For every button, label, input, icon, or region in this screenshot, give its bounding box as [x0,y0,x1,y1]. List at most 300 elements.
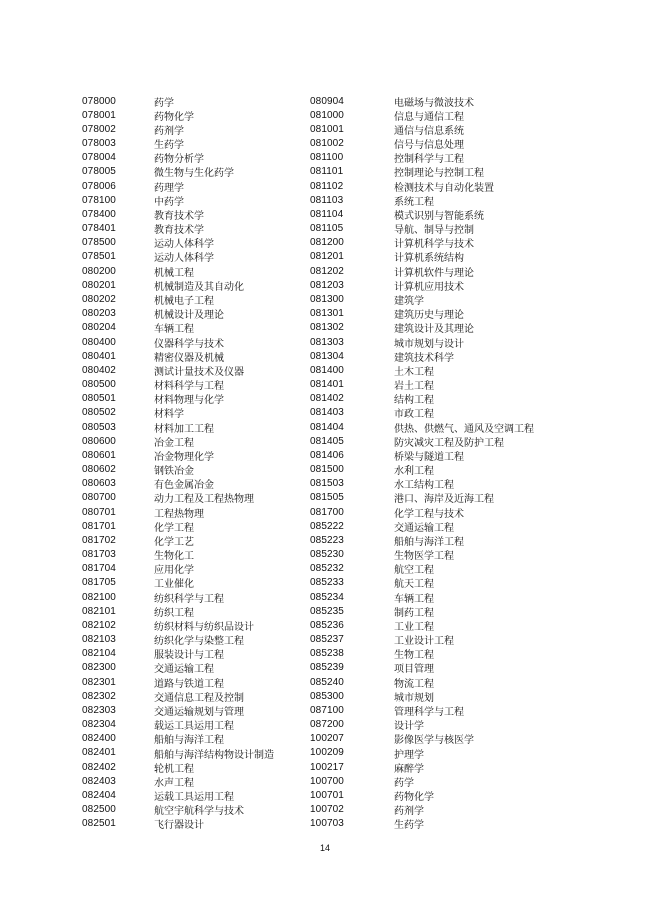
discipline-name: 轮机工程 [154,763,194,775]
discipline-code: 082501 [82,818,116,830]
discipline-code: 085300 [310,690,344,702]
list-item [310,122,570,136]
discipline-code: 080600 [82,435,116,447]
discipline-name: 信息与通信工程 [394,111,464,123]
discipline-name: 计算机科学与技术 [394,239,474,251]
list-item [310,420,570,434]
discipline-name: 应用化学 [154,565,194,577]
discipline-name: 药学 [154,97,174,109]
list-item [82,732,292,746]
discipline-name: 中药学 [154,196,184,208]
list-item [82,760,292,774]
list-item [82,448,292,462]
discipline-name: 机械制造及其自动化 [154,281,244,293]
discipline-name: 防灾减灾工程及防护工程 [394,437,504,449]
discipline-code: 080700 [82,492,116,504]
discipline-code: 082500 [82,804,116,816]
list-item [82,349,292,363]
list-item [82,137,292,151]
discipline-name: 计算机软件与理论 [394,267,474,279]
discipline-name: 设计学 [394,721,424,733]
discipline-code: 080501 [82,393,116,405]
discipline-name: 通信与信息系统 [394,125,464,137]
discipline-name: 教育技术学 [154,225,204,237]
discipline-code: 081300 [310,293,344,305]
discipline-name: 物流工程 [394,678,434,690]
discipline-code: 082402 [82,761,116,773]
discipline-code: 078003 [82,138,116,150]
list-item [310,406,570,420]
list-item [310,633,570,647]
list-item [310,335,570,349]
list-item [310,817,570,831]
discipline-name: 纺织化学与染整工程 [154,636,244,648]
discipline-name: 市政工程 [394,409,434,421]
discipline-name: 运动人体科学 [154,239,214,251]
list-item [310,250,570,264]
discipline-code: 080602 [82,464,116,476]
list-item [82,633,292,647]
list-item [310,151,570,165]
discipline-code: 081701 [82,520,116,532]
discipline-name: 纺织工程 [154,607,194,619]
discipline-name: 工业催化 [154,579,194,591]
list-item [310,732,570,746]
discipline-code: 100207 [310,733,344,745]
discipline-name: 工业设计工程 [394,636,454,648]
discipline-code: 082100 [82,591,116,603]
discipline-code: 081202 [310,265,344,277]
discipline-name: 材料加工工程 [154,423,214,435]
discipline-name: 桥梁与隧道工程 [394,451,464,463]
discipline-code: 082102 [82,619,116,631]
discipline-code: 078006 [82,180,116,192]
discipline-code: 080502 [82,407,116,419]
discipline-name: 项目管理 [394,664,434,676]
discipline-code: 082403 [82,775,116,787]
discipline-code: 080402 [82,364,116,376]
discipline-code: 081405 [310,435,344,447]
discipline-name: 水声工程 [154,777,194,789]
discipline-code: 080200 [82,265,116,277]
discipline-code: 078400 [82,208,116,220]
discipline-name: 建筑设计及其理论 [394,324,474,336]
discipline-name: 交通信息工程及控制 [154,692,244,704]
discipline-code: 100701 [310,790,344,801]
discipline-code: 078100 [82,194,116,206]
list-item [310,788,570,802]
list-item [310,718,570,732]
discipline-code: 082400 [82,733,116,745]
discipline-name: 机械设计及理论 [154,310,224,322]
discipline-name: 动力工程及工程热物理 [154,494,254,506]
discipline-name: 计算机系统结构 [394,253,464,265]
list-item [82,122,292,136]
discipline-code: 082104 [82,648,116,660]
discipline-name: 化学工程与技术 [394,508,464,520]
list-item [82,151,292,165]
list-item [82,377,292,391]
discipline-name: 生物化工 [154,551,194,563]
list-item [82,292,292,306]
list-item [310,207,570,221]
discipline-name: 冶金物理化学 [154,451,214,463]
discipline-name: 检测技术与自动化装置 [394,182,494,194]
discipline-name: 材料科学与工程 [154,381,224,393]
discipline-name: 结构工程 [394,395,434,407]
discipline-name: 系统工程 [394,196,434,208]
discipline-code: 082301 [82,676,116,688]
discipline-code: 081203 [310,279,344,291]
discipline-code: 080401 [82,350,116,362]
discipline-code: 078001 [82,109,116,121]
discipline-code: 080203 [82,308,116,320]
discipline-code: 080500 [82,379,116,391]
list-item [310,307,570,321]
list-item [82,548,292,562]
discipline-name: 导航、制导与控制 [394,225,474,237]
discipline-name: 模式识别与智能系统 [394,210,484,222]
discipline-name: 交通运输工程 [394,522,454,534]
discipline-code: 078401 [82,223,116,235]
list-item [310,576,570,590]
list-item [82,278,292,292]
list-item [310,448,570,462]
discipline-code: 082304 [82,719,116,731]
discipline-code: 081301 [310,308,344,320]
list-item [82,434,292,448]
list-item [82,420,292,434]
discipline-code: 081302 [310,322,344,334]
discipline-name: 钢铁冶金 [154,466,194,478]
list-item [82,618,292,632]
discipline-name: 生物医学工程 [394,551,454,563]
discipline-code: 081703 [82,549,116,561]
list-item [82,788,292,802]
discipline-code: 081103 [310,194,344,206]
discipline-code: 082300 [82,662,116,674]
list-item [82,533,292,547]
list-item [82,718,292,732]
discipline-name: 化学工艺 [154,536,194,548]
discipline-name: 影像医学与核医学 [394,735,474,747]
discipline-code: 078002 [82,123,116,135]
list-item [82,462,292,476]
discipline-code: 100700 [310,775,344,787]
discipline-code: 085222 [310,520,344,532]
discipline-code: 081105 [310,223,344,235]
discipline-name: 控制科学与工程 [394,154,464,166]
list-item [310,774,570,788]
discipline-name: 信号与信息处理 [394,140,464,152]
list-item [310,222,570,236]
discipline-code: 082302 [82,690,116,702]
discipline-code: 080202 [82,293,116,305]
discipline-code: 082103 [82,634,116,646]
list-item [310,647,570,661]
list-item [82,236,292,250]
discipline-code: 087200 [310,719,344,731]
list-item [82,477,292,491]
left-column [82,94,292,831]
list-item [82,363,292,377]
discipline-name: 工业工程 [394,621,434,633]
discipline-name: 冶金工程 [154,437,194,449]
discipline-name: 药物化学 [394,792,434,804]
discipline-code: 082101 [82,605,116,617]
discipline-code: 078004 [82,152,116,164]
list-item [82,264,292,278]
list-item [82,562,292,576]
discipline-code: 085223 [310,534,344,546]
discipline-name: 建筑技术科学 [394,352,454,364]
discipline-name: 车辆工程 [154,324,194,336]
discipline-name: 航天工程 [394,579,434,591]
list-item [310,236,570,250]
list-item [310,321,570,335]
list-item [82,774,292,788]
discipline-name: 水利工程 [394,466,434,478]
list-item [310,179,570,193]
list-item [310,278,570,292]
discipline-name: 运动人体科学 [154,253,214,265]
discipline-code: 080603 [82,478,116,490]
list-item [82,576,292,590]
list-item [82,94,292,108]
discipline-name: 船舶与海洋工程 [154,735,224,747]
discipline-code: 087100 [310,704,344,716]
discipline-name: 港口、海岸及近海工程 [394,494,494,506]
discipline-name: 航空工程 [394,565,434,577]
list-item [310,434,570,448]
list-item [310,618,570,632]
discipline-code: 100209 [310,747,344,759]
list-item [310,292,570,306]
list-item [310,519,570,533]
discipline-name: 城市规划 [394,692,434,704]
discipline-name: 药理学 [154,182,184,194]
list-item [310,94,570,108]
discipline-code: 081402 [310,393,344,405]
list-item [82,590,292,604]
discipline-name: 载运工具运用工程 [154,721,234,733]
list-item [82,392,292,406]
discipline-code: 080701 [82,506,116,518]
discipline-name: 教育技术学 [154,210,204,222]
list-item [310,392,570,406]
discipline-name: 城市规划与设计 [394,338,464,350]
list-item [82,817,292,831]
list-item [310,264,570,278]
discipline-name: 建筑学 [394,296,424,307]
list-item [82,491,292,505]
discipline-code: 085236 [310,619,344,631]
discipline-name: 仪器科学与技术 [154,338,224,350]
discipline-name: 有色金属冶金 [154,480,214,492]
discipline-code: 085234 [310,591,344,603]
list-item [82,193,292,207]
discipline-code: 081406 [310,449,344,461]
discipline-name: 控制理论与控制工程 [394,168,484,180]
list-item [310,193,570,207]
discipline-name: 岩土工程 [394,381,434,393]
discipline-name: 精密仪器及机械 [154,352,224,364]
discipline-name: 药物分析学 [154,154,204,166]
list-item [310,562,570,576]
discipline-code: 081002 [310,138,344,150]
list-item [310,477,570,491]
discipline-code: 081104 [310,208,344,220]
list-item [82,335,292,349]
discipline-name: 运载工具运用工程 [154,792,234,804]
discipline-code: 081001 [310,123,344,135]
list-item [82,250,292,264]
discipline-name: 药剂学 [154,125,184,137]
discipline-code: 080601 [82,449,116,461]
discipline-code: 078000 [82,95,116,107]
discipline-name: 纺织材料与纺织品设计 [154,621,254,633]
discipline-name: 土木工程 [394,366,434,378]
list-item [310,137,570,151]
list-item [310,462,570,476]
discipline-name: 生物工程 [394,650,434,662]
discipline-name: 道路与铁道工程 [154,678,224,690]
discipline-code: 100702 [310,804,344,816]
discipline-code: 081100 [310,152,344,164]
discipline-code: 081704 [82,563,116,575]
list-item [310,533,570,547]
list-item [310,703,570,717]
discipline-code: 081102 [310,180,344,192]
discipline-code: 085230 [310,549,344,561]
discipline-code: 081200 [310,237,344,249]
list-item [82,661,292,675]
discipline-code: 082303 [82,704,116,716]
list-item [82,321,292,335]
discipline-name: 船舶与海洋结构物设计制造 [154,749,274,761]
list-item [82,179,292,193]
discipline-name: 航空宇航科学与技术 [154,806,244,818]
discipline-code: 085238 [310,648,344,660]
discipline-name: 船舶与海洋工程 [394,536,464,548]
discipline-code: 085239 [310,662,344,674]
discipline-code: 078500 [82,237,116,249]
discipline-name: 水工结构工程 [394,480,454,492]
list-item [310,590,570,604]
discipline-code: 081303 [310,336,344,348]
discipline-code: 081000 [310,109,344,121]
discipline-code: 081400 [310,364,344,376]
list-item [310,377,570,391]
discipline-code: 085237 [310,634,344,646]
discipline-code: 081503 [310,478,344,490]
discipline-code: 085235 [310,605,344,617]
discipline-name: 测试计量技术及仪器 [154,366,244,378]
page-number: 14 [319,843,330,853]
discipline-name: 电磁场与微波技术 [394,97,474,109]
discipline-name: 建筑历史与理论 [394,310,464,322]
discipline-name: 护理学 [394,749,424,761]
discipline-name: 麻醉学 [394,763,424,775]
discipline-code: 080204 [82,322,116,334]
discipline-name: 供热、供燃气、通风及空调工程 [394,423,534,435]
list-item [82,505,292,519]
discipline-code: 085240 [310,676,344,688]
discipline-name: 服装设计与工程 [154,650,224,662]
list-item [82,803,292,817]
list-item [310,760,570,774]
discipline-name: 纺织科学与工程 [154,593,224,605]
list-item [82,647,292,661]
list-item [310,363,570,377]
discipline-code: 080400 [82,336,116,348]
list-item [310,108,570,122]
discipline-name: 材料物理与化学 [154,395,224,407]
discipline-code: 082401 [82,747,116,759]
discipline-code: 085232 [310,563,344,575]
discipline-code: 081705 [82,577,116,589]
discipline-code: 081700 [310,506,344,518]
discipline-code: 081201 [310,251,344,263]
discipline-code: 080904 [310,95,344,107]
list-item [310,689,570,703]
list-item [82,165,292,179]
list-item [82,406,292,420]
list-item [310,165,570,179]
discipline-name: 生药学 [154,140,184,152]
list-item [82,108,292,122]
discipline-code: 080503 [82,421,116,433]
list-item [310,548,570,562]
discipline-code: 080201 [82,279,116,291]
discipline-code: 085233 [310,577,344,589]
list-item [82,222,292,236]
discipline-code: 081404 [310,421,344,433]
discipline-name: 机械电子工程 [154,296,214,307]
list-item [82,675,292,689]
discipline-name: 交通运输规划与管理 [154,706,244,718]
discipline-name: 飞行器设计 [154,820,204,832]
list-item [310,604,570,618]
list-item [82,307,292,321]
list-item [310,661,570,675]
discipline-code: 081304 [310,350,344,362]
discipline-code: 100703 [310,818,344,830]
discipline-name: 药学 [394,777,414,789]
discipline-code: 078005 [82,166,116,178]
discipline-name: 材料学 [154,409,184,421]
discipline-code: 081505 [310,492,344,504]
list-item [310,675,570,689]
discipline-name: 制药工程 [394,607,434,619]
list-item [310,746,570,760]
discipline-code: 078501 [82,251,116,263]
discipline-name: 工程热物理 [154,508,204,520]
discipline-name: 药剂学 [394,806,424,818]
discipline-code: 081101 [310,166,344,178]
discipline-code: 081403 [310,407,344,419]
list-item [82,703,292,717]
discipline-name: 药物化学 [154,111,194,123]
list-item [82,604,292,618]
discipline-code: 100217 [310,761,344,773]
discipline-name: 车辆工程 [394,593,434,605]
list-item [82,746,292,760]
list-item [310,491,570,505]
discipline-code: 081500 [310,464,344,476]
list-item [310,349,570,363]
discipline-name: 微生物与生化药学 [154,168,234,180]
